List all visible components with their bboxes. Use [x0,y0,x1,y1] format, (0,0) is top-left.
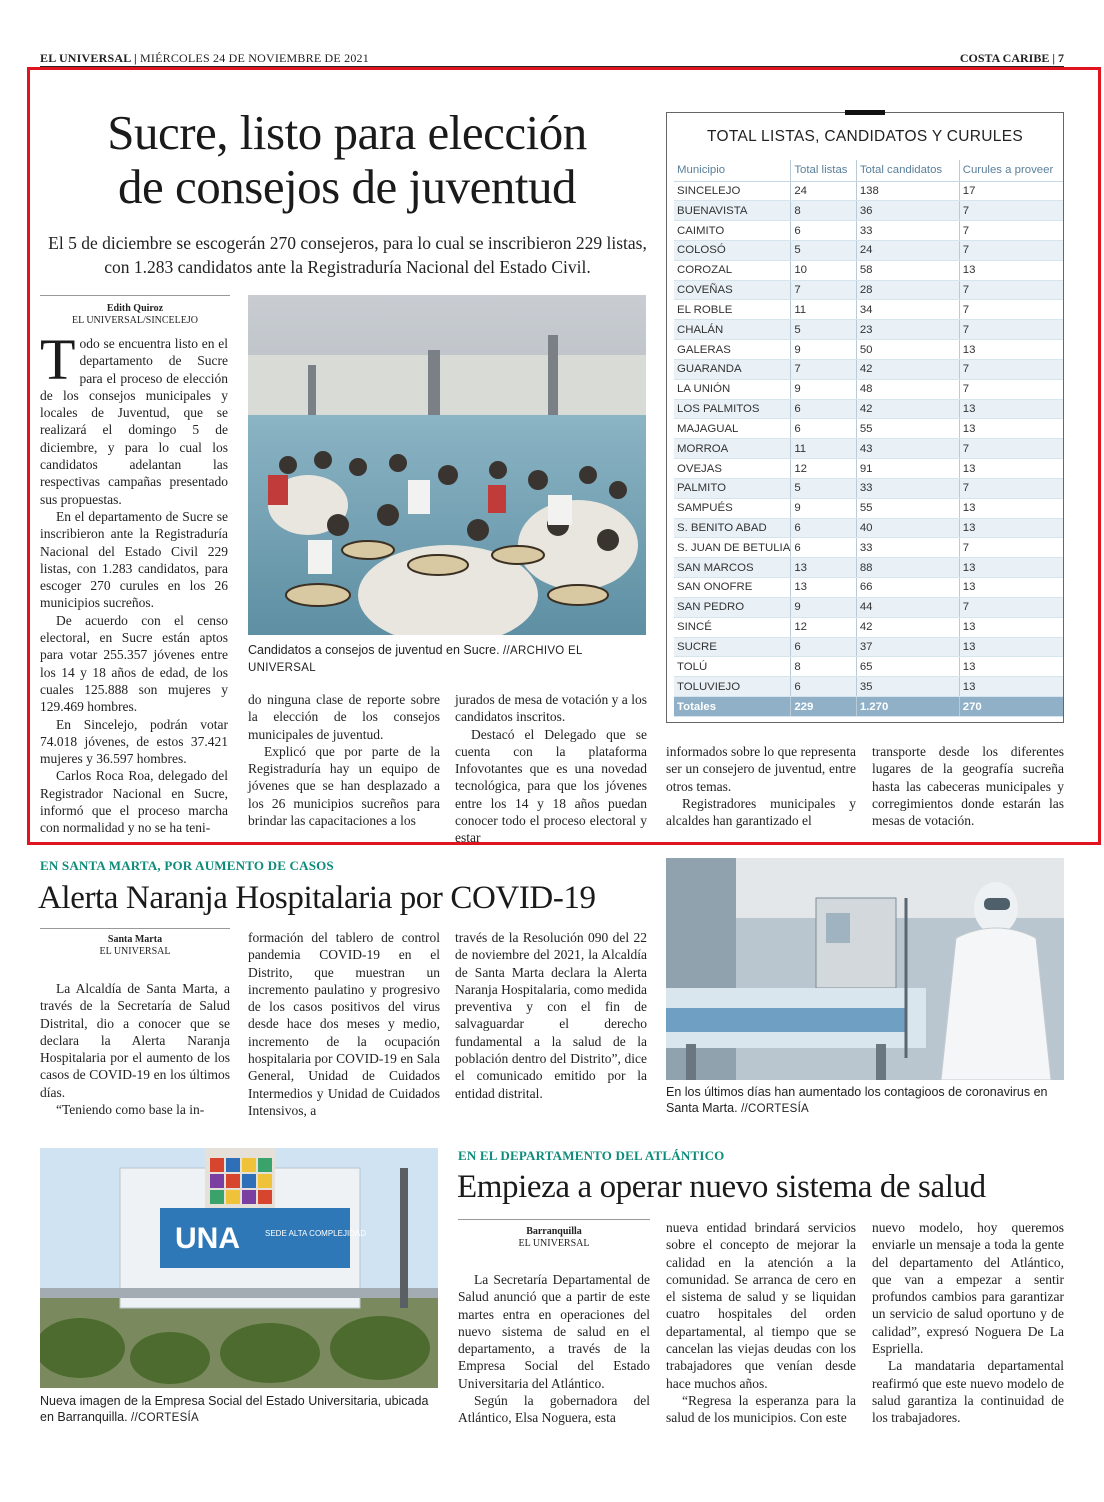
total-label: Totales [674,697,791,717]
cell-total-listas: 12 [791,617,857,637]
folio-right: COSTA CARIBE | 7 [959,51,1064,65]
cell-curules: 13 [959,677,1063,697]
cell-municipio: TOLUVIEJO [674,677,791,697]
story1-author: Edith Quiroz [106,303,164,314]
story3-byline-rule [458,1219,650,1220]
story3-col3-p1: nuevo modelo, hoy queremos enviarle un mensaje a toda la gente del departamento del Atlántico, que van a empezar a sentir profundos cambios para garantizar un servicio de salud oportuno y de calidad”, expresó Noguera De La Espriella. [872,1220,1064,1357]
table-row [674,340,1063,360]
story3-author: Barranquilla [526,1226,582,1237]
results-table [674,160,1063,717]
cell-municipio: EL ROBLE [674,300,791,320]
table-row [674,221,1063,241]
cell-curules: 7 [959,221,1063,241]
table-row [674,181,1063,201]
building-photo-illustration [40,1148,438,1388]
cell-curules: 7 [959,379,1063,399]
cell-total-listas: 12 [791,459,857,479]
cell-municipio: CAIMITO [674,221,791,241]
cell-total-candidatos: 42 [856,617,959,637]
story3-column-2 [666,1219,856,1427]
cell-total-listas: 7 [791,359,857,379]
story3-col1-p1: La Secretaría Departamental de Salud anunció que a partir de este martes entra en operaciones del nuevo sistema de salud en el departamento, a través de la Empresa Social del Estado Universitaria del Atlántico. [458,1272,650,1391]
table-row [674,399,1063,419]
table-row [674,597,1063,617]
cell-municipio: CHALÁN [674,320,791,340]
table-row [674,359,1063,379]
crowd-photo-illustration [248,295,646,635]
table-row [674,478,1063,498]
table-title: TOTAL LISTAS, CANDIDATOS Y CURULES [707,128,1023,145]
cell-total-candidatos: 44 [856,597,959,617]
cell-total-candidatos: 33 [856,538,959,558]
cell-municipio: SAN PEDRO [674,597,791,617]
story3-column-1 [458,1271,650,1427]
total-curules: 270 [959,697,1063,717]
cell-municipio: COROZAL [674,260,791,280]
story2-caption-credit: //CORTESÍA [741,1103,810,1115]
cell-total-listas: 6 [791,221,857,241]
story1-outlet: EL UNIVERSAL/SINCELEJO [71,315,198,326]
cell-total-candidatos: 65 [856,657,959,677]
cell-total-candidatos: 33 [856,221,959,241]
cell-curules: 7 [959,478,1063,498]
cell-municipio: TOLÚ [674,657,791,677]
table-row [674,578,1063,598]
table-row [674,459,1063,479]
story2-photo [666,858,1064,1080]
cell-total-listas: 6 [791,518,857,538]
story2-photo-caption [666,1084,1064,1117]
cell-total-candidatos: 36 [856,201,959,221]
table-row [674,280,1063,300]
story2-col3-p1: través de la Resolución 090 del 22 de noviembre del 2021, la Alcaldía de Santa Marta declara la Alerta Naranja Hospitalaria, como medida preventiva y con el fin de salvaguardar el derecho fundamental a la salud de la población dentro del Distrito”, dice el comunicado emitido por la entidad distrital. [455,930,647,1101]
cell-curules: 13 [959,518,1063,538]
table-row [674,538,1063,558]
byline-rule [40,295,230,296]
cell-total-candidatos: 23 [856,320,959,340]
cell-total-candidatos: 42 [856,399,959,419]
cell-total-listas: 8 [791,657,857,677]
cell-total-listas: 6 [791,419,857,439]
cell-total-candidatos: 58 [856,260,959,280]
cell-total-candidatos: 42 [856,359,959,379]
table-row [674,240,1063,260]
story2-byline-rule [40,928,230,929]
table-total-row [674,697,1063,717]
cell-total-candidatos: 35 [856,677,959,697]
story2-author: Santa Marta [107,934,163,945]
cell-municipio: SAN MARCOS [674,558,791,578]
cell-curules: 13 [959,578,1063,598]
cell-curules: 7 [959,300,1063,320]
cell-total-candidatos: 50 [856,340,959,360]
cell-total-candidatos: 138 [856,181,959,201]
cell-total-candidatos: 43 [856,439,959,459]
story1-headline [42,106,652,214]
story3-col1-p2: Según la gobernadora del Atlántico, Elsa Noguera, esta [458,1393,650,1426]
cell-total-listas: 8 [791,201,857,221]
story3-col2-p1: nueva entidad brindará servicios sobre el concepto de mejorar la calidad en la atención a la comunidad. Se arranca de cero en el sistema de salud y se liquidan cuatro hospitales del orden departamental, al tiempo que se cancelan las viejas deudas con los trabajadores que venían desde hace muchos años. [666,1220,856,1391]
cell-municipio: MORROA [674,439,791,459]
table-header-row [674,160,1063,181]
story1-column-3 [455,691,647,847]
story1-col2-p2: Explicó que por parte de la Registraduría hay un equipo de jóvenes que se han desplazado a los 26 municipios sucreños para brindar las capacitaciones a los [248,743,440,829]
cell-total-candidatos: 24 [856,240,959,260]
story1-col5-p1: transporte desde los diferentes lugares de la geografía sucreña hasta las cabeceras municipales y corregimientos donde estarán las mesas de votación. [872,744,1064,829]
cell-municipio: BUENAVISTA [674,201,791,221]
table-row [674,558,1063,578]
story1-col2-p1: do ninguna clase de reporte sobre la elección de los consejos municipales de juventud. [248,692,440,742]
cell-curules: 7 [959,201,1063,221]
cell-total-listas: 6 [791,399,857,419]
story2-column-3 [455,929,647,1102]
table-row [674,419,1063,439]
cell-total-listas: 10 [791,260,857,280]
story2-tag: EN SANTA MARTA, POR AUMENTO DE CASOS [40,858,334,873]
cell-total-listas: 13 [791,558,857,578]
folio-left: EL UNIVERSAL | MIÉRCOLES 24 DE NOVIEMBRE DE 2021 [40,51,369,65]
story1-column-5 [872,743,1064,829]
cell-municipio: COLOSÓ [674,240,791,260]
table-row [674,300,1063,320]
story2-col1-p1: La Alcaldía de Santa Marta, a través de la Secretaría de Salud Distrital, dio a conocer que se declara la Alerta Naranja Hospitalaria por el aumento de los casos de COVID-19 en los últimos días. [40,981,230,1100]
story1-headline-line1: Sucre, listo para elección [107,105,587,160]
story1-col3-p1: jurados de mesa de votación y a los candidatos inscritos. [455,692,647,725]
story2-byline [40,934,230,958]
cell-municipio: GUARANDA [674,359,791,379]
table-tab-mark [845,110,885,115]
story3-caption-text: Nueva imagen de la Empresa Social del Estado Universitaria, ubicada en Barranquilla. [40,1394,429,1424]
story1-column-1 [40,327,228,837]
story2-col2-p1: formación del tablero de control pandemia COVID-19 en el Distrito, que muestran un incremento paulatino y progresivo de los casos positivos del virus desde hace dos meses y medio, incremento de la ocupación hospitalaria por COVID-19 en Sala General, Unidad de Cuidados Intermedios y Unidad de Cuidados Intensivos, a [248,930,440,1118]
dropcap: T [40,327,76,392]
story3-column-3 [872,1219,1064,1427]
cell-curules: 7 [959,359,1063,379]
story3-col3-p2: La mandataria departamental reafirmó que este nuevo modelo de salud garantiza la continuidad de los trabajadores. [872,1358,1064,1426]
table-row [674,379,1063,399]
story1-col1-p5: Carlos Roca Roa, delegado del Registrador Nacional en Sucre, informó que el proceso marcha con normalidad y no se ha teni- [40,768,228,836]
story1-byline [40,303,230,327]
folio-rule [40,66,1064,67]
una-sign-subtext: SEDE ALTA COMPLEJIDAD [265,1229,367,1238]
cell-curules: 13 [959,657,1063,677]
story1-col1-p1-text: odo se encuentra listo en el departamento de Sucre para el proceso de elección de los consejos municipales y locales de Juventud, que se realizará el domingo 5 de diciembre, y para lo cual los candidatos adelantan las respectivas campañas presentado sus propuestas. [40,336,228,507]
story3-byline [458,1226,650,1250]
cell-total-listas: 5 [791,240,857,260]
story3-headline: Empieza a operar nuevo sistema de salud [457,1169,986,1205]
cell-total-candidatos: 55 [856,419,959,439]
cell-municipio: GALERAS [674,340,791,360]
cell-curules: 13 [959,340,1063,360]
table-row [674,260,1063,280]
section-name: COSTA CARIBE [959,51,1050,65]
cell-total-candidatos: 55 [856,498,959,518]
cell-municipio: PALMITO [674,478,791,498]
cell-total-candidatos: 48 [856,379,959,399]
cell-curules: 7 [959,597,1063,617]
table-row [674,201,1063,221]
cell-curules: 7 [959,439,1063,459]
cell-municipio: SAN ONOFRE [674,578,791,598]
cell-total-candidatos: 40 [856,518,959,538]
cell-total-listas: 5 [791,478,857,498]
page-number: 7 [1058,51,1064,65]
table-row [674,439,1063,459]
cell-curules: 13 [959,558,1063,578]
cell-municipio: COVEÑAS [674,280,791,300]
hospital-photo-illustration [666,858,1064,1080]
cell-total-listas: 5 [791,320,857,340]
total-listas: 229 [791,697,857,717]
issue-date: MIÉRCOLES 24 DE NOVIEMBRE DE 2021 [140,51,369,65]
story1-column-4 [666,743,856,829]
cell-total-listas: 6 [791,637,857,657]
cell-total-candidatos: 33 [856,478,959,498]
cell-total-candidatos: 37 [856,637,959,657]
paper-name: EL UNIVERSAL [40,51,131,65]
story1-col1-p2: En el departamento de Sucre se inscribieron ante la Registraduría Nacional del Estado Civil 229 listas, con 1.283 candidatos, para escoger 270 curules en los 26 municipios sucreños. [40,508,228,611]
cell-curules: 7 [959,240,1063,260]
story3-photo-caption [40,1393,438,1426]
cell-total-listas: 9 [791,379,857,399]
story1-col4-p2: Registradores municipales y alcaldes han garantizado el [666,795,856,829]
cell-municipio: SUCRE [674,637,791,657]
cell-total-listas: 11 [791,439,857,459]
story1-deck: El 5 de diciembre se escogerán 270 consejeros, para lo cual se inscribieron 229 listas, con 1.283 candidatos ante la Registraduría Nacional del Estado Civil. [48,233,647,277]
cell-total-listas: 6 [791,677,857,697]
story3-outlet: EL UNIVERSAL [518,1238,590,1249]
cell-municipio: LA UNIÓN [674,379,791,399]
story2-headline: Alerta Naranja Hospitalaria por COVID-19 [38,880,596,916]
cell-municipio: SINCÉ [674,617,791,637]
cell-total-candidatos: 28 [856,280,959,300]
cell-total-listas: 9 [791,498,857,518]
cell-total-candidatos: 88 [856,558,959,578]
cell-municipio: MAJAGUAL [674,419,791,439]
cell-total-listas: 11 [791,300,857,320]
cell-total-candidatos: 91 [856,459,959,479]
cell-total-candidatos: 34 [856,300,959,320]
story1-photo [248,295,646,635]
story1-col1-p3: De acuerdo con el censo electoral, en Sucre están aptos para votar 255.357 jóvenes entre los 14 y 18 años de edad, de los cuales 125.888 son mujeres y 129.469 hombres. [40,612,228,715]
table-row [674,637,1063,657]
cell-curules: 7 [959,538,1063,558]
table-body [674,181,1063,697]
table-row [674,677,1063,697]
story2-col1-p2: “Teniendo como base la in- [56,1102,205,1118]
story1-caption-credit: //ARCHIVO EL UNIVERSAL [248,645,583,674]
story1-col1-p4: En Sincelejo, podrán votar 74.018 jóvenes, de estos 37.421 mujeres y 36.597 hombres. [40,716,228,767]
story2-column-1 [40,980,230,1118]
cell-curules: 7 [959,320,1063,340]
cell-municipio: S. JUAN DE BETULIA [674,538,791,558]
story1-col1-p1 [40,327,228,508]
story3-tag: EN EL DEPARTAMENTO DEL ATLÁNTICO [458,1148,725,1163]
cell-curules: 13 [959,260,1063,280]
story2-outlet: EL UNIVERSAL [99,946,171,957]
cell-curules: 13 [959,459,1063,479]
cell-total-listas: 7 [791,280,857,300]
total-candidatos: 1.270 [856,697,959,717]
cell-curules: 7 [959,280,1063,300]
cell-municipio: SAMPUÉS [674,498,791,518]
header-total-listas: Total listas [791,160,857,181]
cell-municipio: SINCELEJO [674,181,791,201]
story3-photo [40,1148,438,1388]
story3-caption-credit: //CORTESÍA [131,1412,200,1424]
story1-column-2 [248,691,440,829]
story1-headline-line2: de consejos de juventud [118,159,576,214]
header-total-candidatos: Total candidatos [856,160,959,181]
cell-total-listas: 13 [791,578,857,598]
story1-photo-caption [248,642,648,676]
story2-column-2 [248,929,440,1119]
table-row [674,657,1063,677]
story1-col4-p1: informados sobre lo que representa ser un consejero de juventud, entre otros temas. [666,744,856,794]
cell-total-listas: 6 [791,538,857,558]
table-row [674,617,1063,637]
table-row [674,518,1063,538]
story3-col2-p2: “Regresa la esperanza para la salud de los municipios. Con este [666,1392,856,1426]
cell-municipio: LOS PALMITOS [674,399,791,419]
una-sign-text: UNA [175,1222,240,1255]
cell-curules: 17 [959,181,1063,201]
cell-curules: 13 [959,419,1063,439]
table-row [674,320,1063,340]
cell-municipio: OVEJAS [674,459,791,479]
header-municipio: Municipio [674,160,791,181]
cell-curules: 13 [959,617,1063,637]
story1-caption-text: Candidatos a consejos de juventud en Sucre. [248,643,500,657]
cell-municipio: S. BENITO ABAD [674,518,791,538]
header-curules: Curules a proveer [959,160,1063,181]
cell-curules: 13 [959,498,1063,518]
table-row [674,498,1063,518]
story2-caption-text: En los últimos días han aumentado los contagioos de coronavirus en Santa Marta. [666,1085,1048,1115]
cell-total-candidatos: 66 [856,578,959,598]
cell-curules: 13 [959,637,1063,657]
cell-total-listas: 24 [791,181,857,201]
cell-total-listas: 9 [791,340,857,360]
cell-total-listas: 9 [791,597,857,617]
story1-col3-p2: Destacó el Delegado que se cuenta con la plataforma Infovotantes que es una novedad tecnológica, para que los jóvenes entre los 14 y 18 años puedan conocer todo el proceso electoral y estar [455,726,647,846]
cell-curules: 13 [959,399,1063,419]
